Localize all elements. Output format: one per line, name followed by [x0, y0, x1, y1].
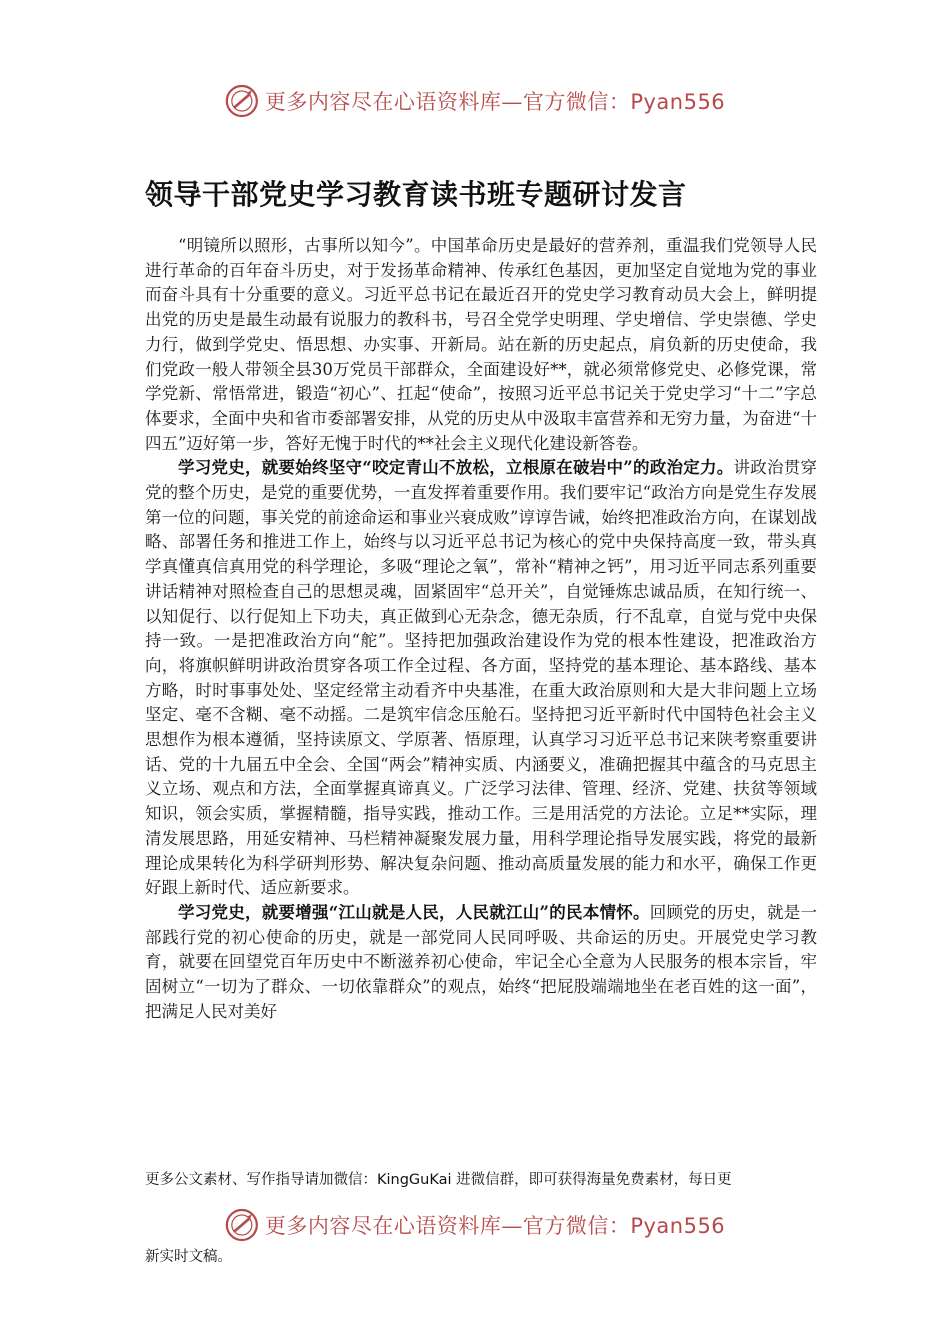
banner-text: 更多内容尽在心语资料库—官方微信：Pyan556 [264, 90, 726, 114]
document-body [145, 234, 817, 1025]
paragraph: 学习党史，就要增强“江山就是人民，人民就江山”的民本情怀。回顾党的历史，就是一部践行党的初心使命的历史，就是一部党同人民同呼吸、共命运的历史。开展党史学习教育，就要在回望党百年历史中不断滋养初心使命，牢记全心全意为人民服务的根本宗旨，牢固树立“一切为了群众、一切依靠群众”的观点，始终“把屁股端端地坐在老百姓的这一面”，把满足人民对美好 [145, 902, 818, 1021]
paragraph-heading: 学习党史，就要增强“江山就是人民，人民就江山”的民本情怀。 [178, 902, 650, 922]
paragraph: “明镜所以照形，古事所以知今”。中国革命历史是最好的营养剂，重温我们党领导人民进行革命的百年奋斗历史，对于发扬革命精神、传承红色基因，更加坚定自觉地为党的事业而奋斗具有十分重要的意义。习近平总书记在最近召开的党史学习教育动员大会上，鲜明提出党的历史是最生动最有说服力的教科书，号召全党学史明理、学史增信、学史崇德、学史力行，做到学党史、悟思想、办实事、开新局。站在新的历史起点，肩负新的历史使命，我们党政一般人带领全县30万党员干部群众，全面建设好**，就必须常修党史、必修党课，常学党新、常悟常进，锻造“初心”、扛起“使命”，按照习近平总书记关于党史学习“十二”字总体要求，全面中央和省市委部署安排，从党的历史从中汲取丰富营养和无穷力量，为奋进“十四五”迈好第一步，答好无愧于时代的**社会主义现代化建设新答卷。 [145, 236, 817, 453]
footer-note: 更多公文素材、写作指导请加微信：KingGuKai 进微信群，即可获得海量免费素材，每日更 [145, 1172, 732, 1188]
header-banner [225, 84, 725, 118]
paragraph: 学习党史，就要始终坚守“咬定青山不放松，立根原在破岩中”的政治定力。讲政治贯穿党的整个历史，是党的重要优势，一直发挥着重要作用。我们要牢记“政治方向是党生存发展第一位的问题，事关党的前途命运和事业兴衰成败”谆谆告诫，始终把准政治方向，在谋划战略、部署任务和推进工作上，始终与以习近平总书记为核心的党中央保持高度一致，带头真学真懂真信真用党的科学理论，多吸“理论之氧”，常补“精神之钙”，用习近平同志系列重要讲话精神对照检查自己的思想灵魂，固紧固牢“总开关”，自觉锤炼忠诚品质，在知行统一、以知促行、以行促知上下功夫，真正做到心无杂念，德无杂质，行不乱章，自觉与党中央保持一致。一是把准政治方向“舵”。坚持把加强政治建设作为党的根本性建设，把准政治方向，将旗帜鲜明讲政治贯穿各项工作全过程、各方面，坚持党的基本理论、基本路线、基本方略，时时事事处处、坚定经常主动看齐中央基准，在重大政治原则和大是大非问题上立场坚定、毫不含糊、毫不动摇。二是筑牢信念压舱石。坚持把习近平新时代中国特色社会主义思想作为根本遵循，坚持读原文、学原著、悟原理，认真学习习近平总书记来陕考察重要讲话、党的十九届五中全会、全国“两会”精神实质、内涵要义，准确把握其中蕴含的马克思主义立场、观点和方法，全面掌握真谛真义。广泛学习法律、管理、经济、党建、扶贫等领域知识，领会实质，掌握精髓，指导实践，推动工作。三是用活党的方法论。立足**实际，理清发展思路，用延安精神、马栏精神凝聚发展力量，用科学理论指导发展实践，将党的最新理论成果转化为科学研判形势、解决复杂问题、推动高质量发展的能力和水平，确保工作更好跟上新时代、适应新要求。 [145, 458, 818, 898]
seal-logo-icon [225, 84, 259, 118]
footer-note-continued: 新实时文稿。 [145, 1249, 232, 1265]
footer-banner [225, 1208, 725, 1242]
paragraph-heading: 学习党史，就要始终坚守“咬定青山不放松，立根原在破岩中”的政治定力。 [178, 458, 734, 478]
seal-logo-icon [225, 1208, 259, 1242]
banner-text: 更多内容尽在心语资料库—官方微信：Pyan556 [264, 1214, 726, 1238]
document-title: 领导干部党史学习教育读书班专题研讨发言 [145, 178, 687, 211]
